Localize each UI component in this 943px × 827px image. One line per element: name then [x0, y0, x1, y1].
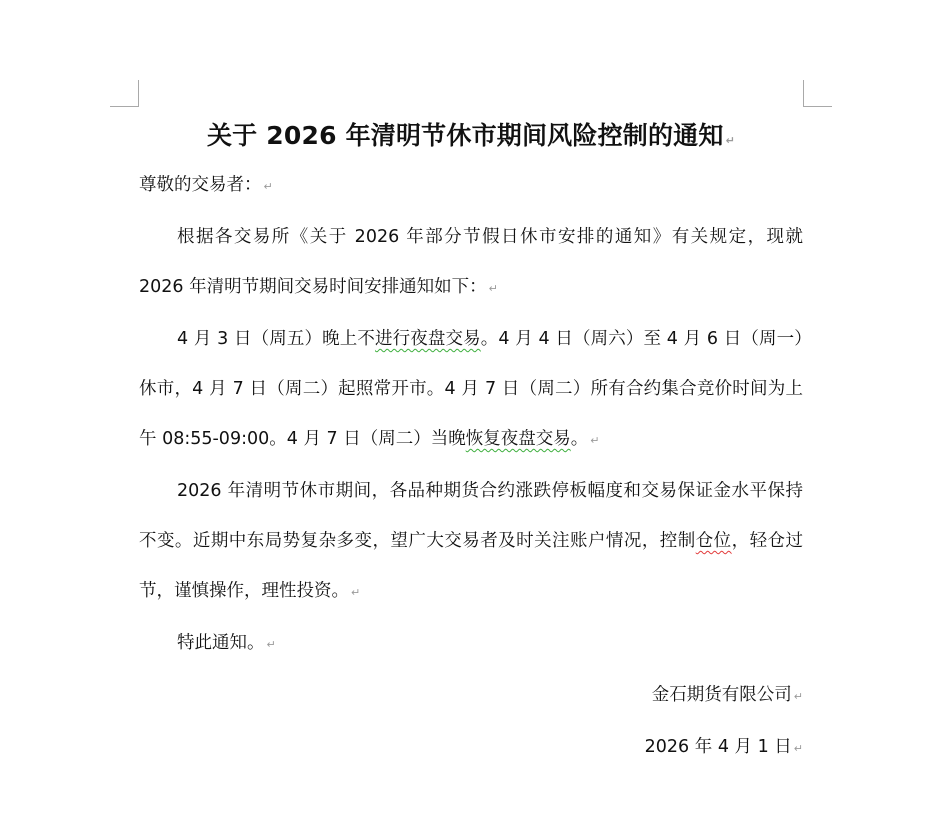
document-body[interactable] — [139, 114, 803, 774]
body-paragraph-1 — [139, 212, 803, 314]
body-paragraph-2 — [139, 314, 803, 466]
margin-crop-mark-top-right — [803, 80, 832, 107]
title-text: 关于 2026 年清明节休市期间风险控制的通知 — [206, 121, 724, 150]
paragraph-2-text-b: 。4 月 4 日（周六）至 4 月 6 日（周一）休市，4 月 7 日（周二）起照常开市。4 月 7 日（周二）所有合约集合竞价时间为上午 08:55-09:00。4 月 7 日（周二）当晚 — [139, 329, 803, 449]
paragraph-2-text-a: 4 月 3 日（周五）晚上不 — [177, 329, 375, 349]
paragraph-3-text-b: ，轻仓过节，谨慎操作，理性投资。 — [139, 531, 804, 601]
paragraph-3-text-a: 2026 年清明节休市期间，各品种期货合约涨跌停板幅度和交易保证金水平保持不变。近期中东局势复杂多变，望广大交易者及时关注账户情况，控制 — [139, 481, 803, 551]
paragraph-mark-icon: ↵ — [266, 638, 276, 651]
closing-paragraph — [139, 618, 803, 670]
document-title — [139, 114, 803, 158]
paragraph-mark-icon: ↵ — [793, 742, 803, 755]
body-paragraph-3 — [139, 466, 803, 618]
paragraph-1-text: 根据各交易所《关于 2026 年部分节假日休市安排的通知》有关规定，现就 2026 年清明节期间交易时间安排通知如下： — [139, 227, 803, 297]
date-paragraph — [139, 722, 803, 774]
date-text: 2026 年 4 月 1 日 — [644, 737, 792, 757]
grammar-squiggle-text[interactable]: 恢复夜盘交易 — [465, 429, 571, 449]
grammar-squiggle-text[interactable]: 进行夜盘交易 — [374, 329, 481, 349]
paragraph-mark-icon: ↵ — [351, 586, 361, 599]
salutation-text: 尊敬的交易者： — [139, 175, 262, 195]
margin-crop-mark-top-left — [110, 80, 139, 107]
paragraph-mark-icon: ↵ — [263, 180, 273, 193]
paragraph-mark-icon: ↵ — [590, 434, 600, 447]
paragraph-mark-icon: ↵ — [793, 690, 803, 703]
paragraph-mark-icon: ↵ — [488, 282, 498, 295]
paragraph-2-text-c: 。 — [570, 429, 589, 449]
paragraph-mark-icon: ↵ — [725, 134, 735, 147]
salutation-paragraph — [139, 160, 803, 212]
closing-text: 特此通知。 — [177, 633, 265, 653]
signature-paragraph — [139, 670, 803, 722]
spelling-squiggle-text[interactable]: 仓位 — [695, 531, 732, 551]
signature-text: 金石期货有限公司 — [651, 685, 792, 705]
